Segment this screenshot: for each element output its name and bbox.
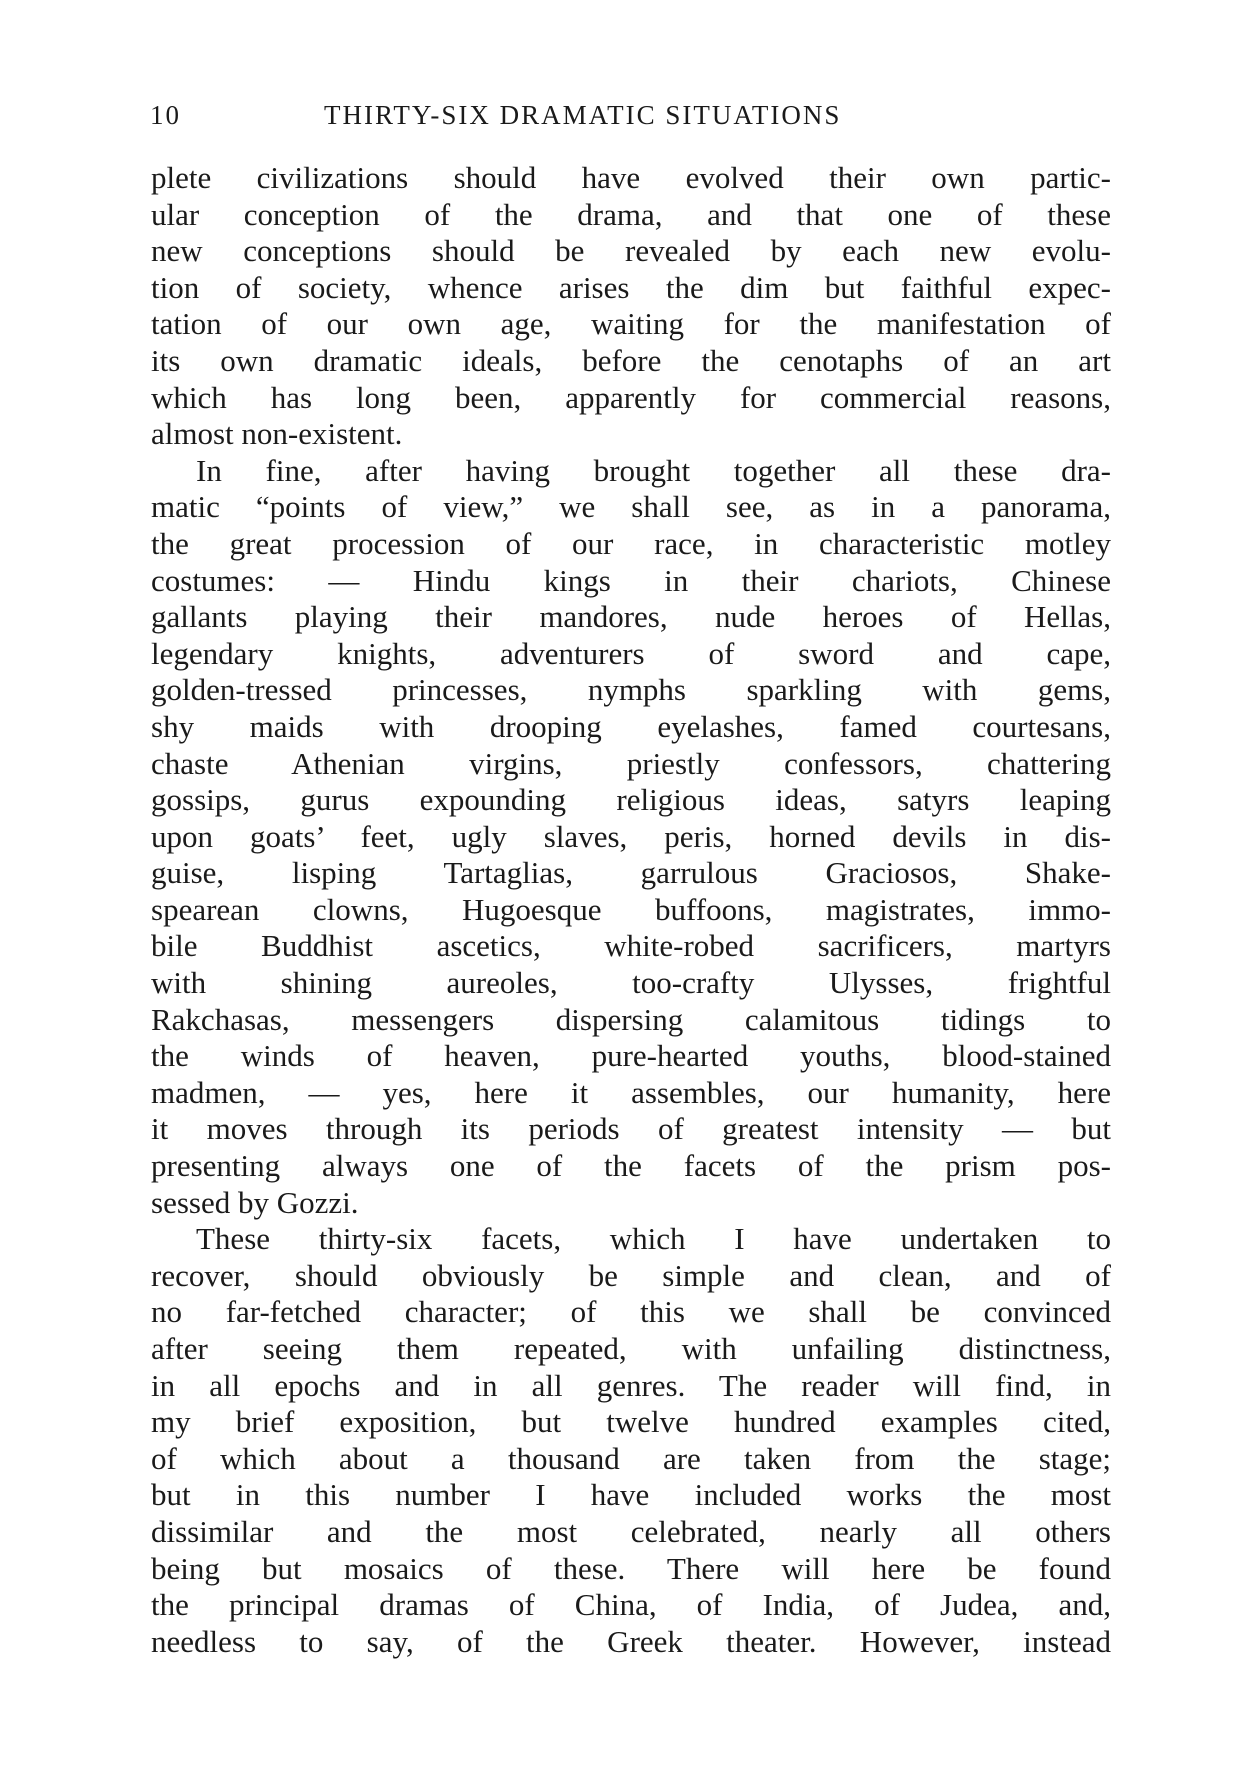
text-line: recover, should obviously be simple and clean, and of <box>151 1257 1111 1293</box>
text-line: plete civilizations should have evolved their own partic- <box>151 160 1111 195</box>
text-line: its own dramatic ideals, before the cenotaphs of an art <box>151 342 1111 378</box>
text-line: golden-tressed princesses, nymphs sparkling with gems, <box>151 672 1111 708</box>
running-title: THIRTY-SIX DRAMATIC SITUATIONS <box>324 100 842 130</box>
text-line: shy maids with drooping eyelashes, famed courtesans, <box>151 708 1111 744</box>
text-line: gallants playing their mandores, nude heroes of Hellas, <box>151 599 1111 635</box>
text-line: it moves through its periods of greatest intensity — but <box>151 1111 1111 1147</box>
page-number: 10 <box>150 100 181 130</box>
text-line: the winds of heaven, pure-hearted youths, blood-stained <box>151 1038 1111 1074</box>
text-line: costumes: — Hindu kings in their chariots, Chinese <box>151 562 1111 598</box>
text-line: upon goats’ feet, ugly slaves, peris, horned devils in dis- <box>151 818 1111 854</box>
text-line: with shining aureoles, too-crafty Ulysses, frightful <box>151 965 1111 1001</box>
paragraph-start-line: In fine, after having brought together all these dra- <box>196 452 1111 488</box>
text-line: but in this number I have included works the most <box>151 1477 1111 1513</box>
text-line: almost non-existent. <box>151 416 403 452</box>
text-line: which has long been, apparently for commercial reasons, <box>151 379 1111 415</box>
text-line: dissimilar and the most celebrated, nearly all others <box>151 1513 1111 1549</box>
text-line: my brief exposition, but twelve hundred examples cited, <box>151 1404 1111 1440</box>
text-line: in all epochs and in all genres. The reader will find, in <box>151 1367 1111 1403</box>
text-line: the principal dramas of China, of India, of Judea, and, <box>151 1587 1111 1623</box>
text-line: new conceptions should be revealed by each new evolu- <box>151 233 1111 269</box>
body-text <box>151 160 1111 1660</box>
text-line: tion of society, whence arises the dim but faithful expec- <box>151 269 1111 305</box>
text-line: chaste Athenian virgins, priestly confessors, chattering <box>151 745 1111 781</box>
page-header <box>150 100 1110 140</box>
text-line: being but mosaics of these. There will here be found <box>151 1550 1111 1586</box>
text-line: matic “points of view,” we shall see, as in a panorama, <box>151 489 1111 525</box>
text-line: gossips, gurus expounding religious ideas, satyrs leaping <box>151 782 1111 818</box>
text-line: madmen, — yes, here it assembles, our humanity, here <box>151 1074 1111 1110</box>
text-line: ular conception of the drama, and that one of these <box>151 196 1111 232</box>
text-line: guise, lisping Tartaglias, garrulous Graciosos, Shake- <box>151 855 1111 891</box>
text-line: tation of our own age, waiting for the manifestation of <box>151 306 1111 342</box>
text-line: spearean clowns, Hugoesque buffoons, magistrates, immo- <box>151 891 1111 927</box>
text-line: legendary knights, adventurers of sword and cape, <box>151 635 1111 671</box>
paragraph-start-line: These thirty-six facets, which I have undertaken to <box>196 1221 1111 1257</box>
text-line: needless to say, of the Greek theater. However, instead <box>151 1623 1111 1659</box>
text-line: no far-fetched character; of this we shall be convinced <box>151 1294 1111 1330</box>
text-line: Rakchasas, messengers dispersing calamitous tidings to <box>151 1001 1111 1037</box>
text-line: of which about a thousand are taken from the stage; <box>151 1440 1111 1476</box>
text-line: presenting always one of the facets of the prism pos- <box>151 1148 1111 1184</box>
text-line: after seeing them repeated, with unfailing distinctness, <box>151 1331 1111 1366</box>
text-line: sessed by Gozzi. <box>151 1184 359 1220</box>
text-line: the great procession of our race, in characteristic motley <box>151 525 1111 561</box>
text-line: bile Buddhist ascetics, white-robed sacrificers, martyrs <box>151 928 1111 964</box>
